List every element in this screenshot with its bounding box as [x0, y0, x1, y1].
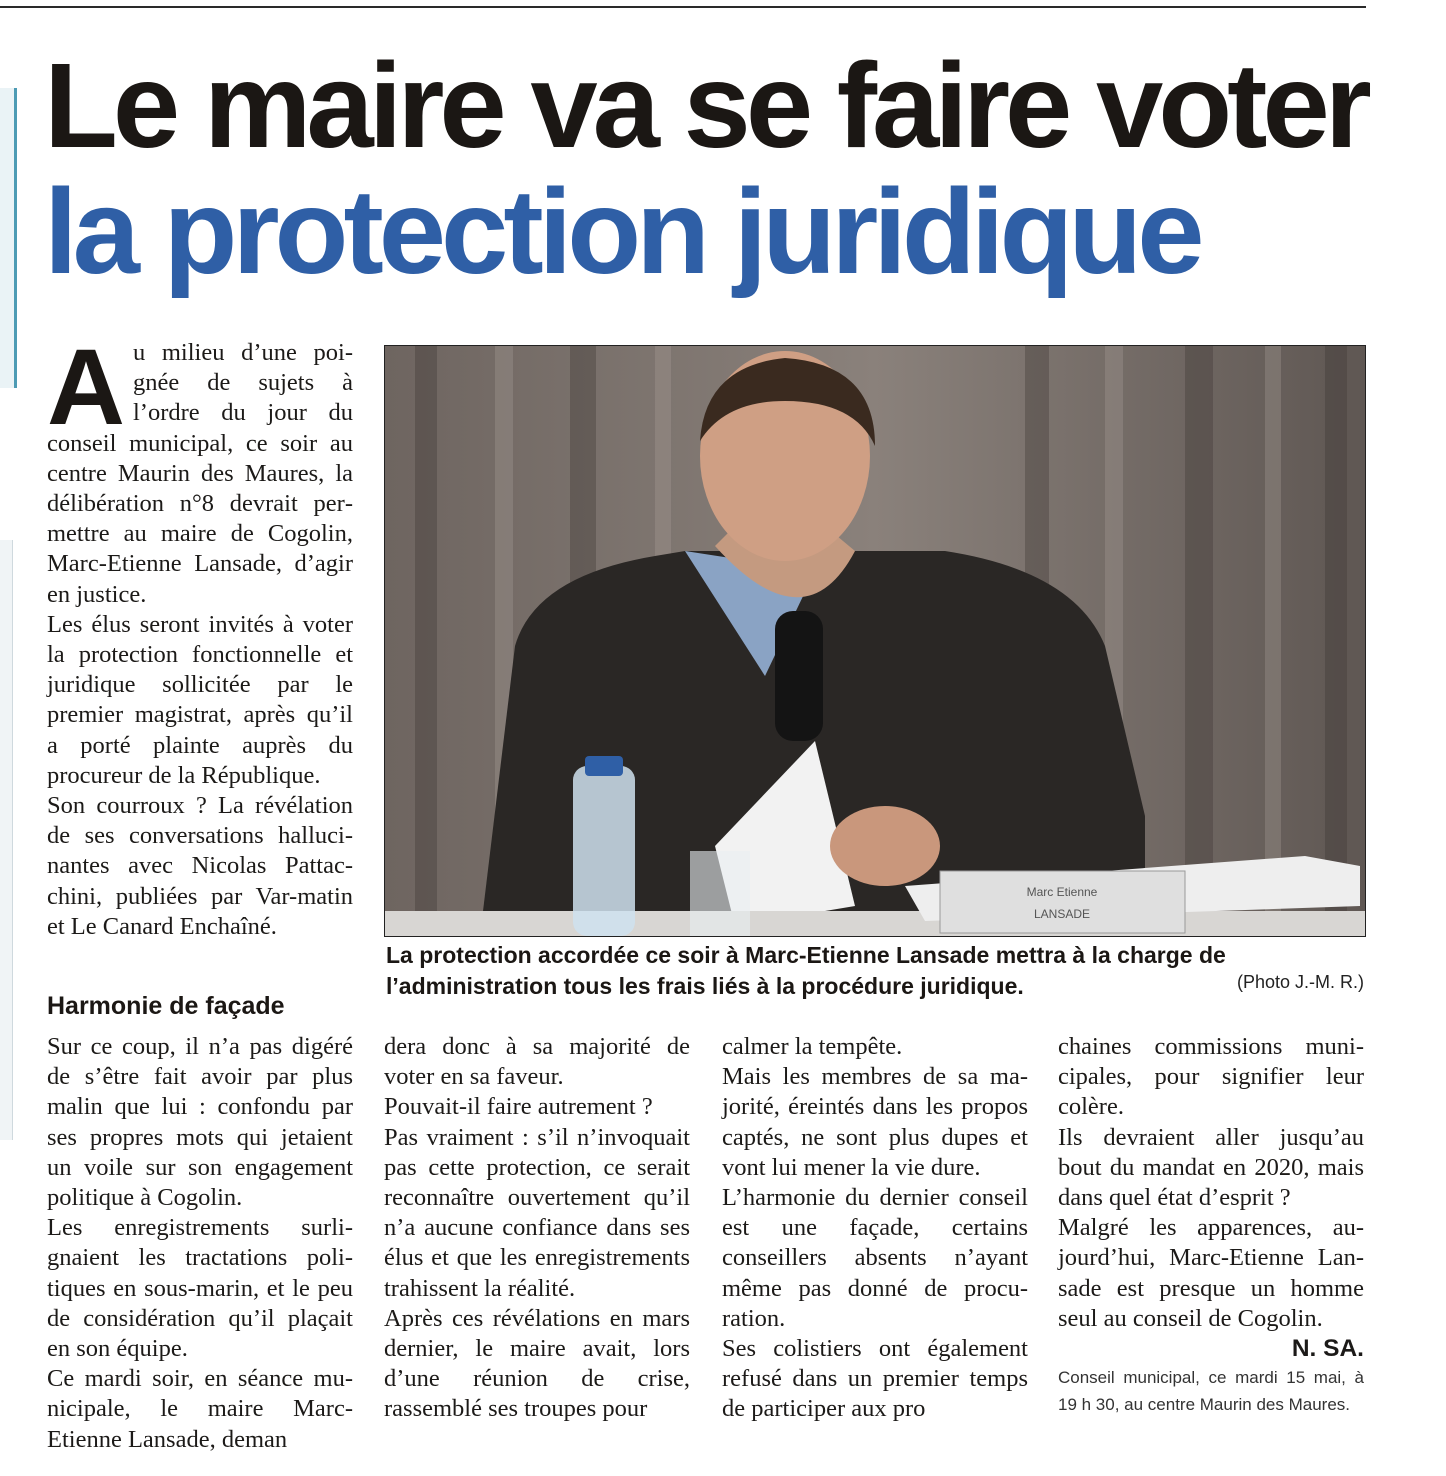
table: [385, 911, 1365, 936]
adjacent-article-edge: [0, 88, 17, 388]
water-bottle: [573, 766, 635, 936]
bottle-cap: [585, 756, 623, 776]
adjacent-article-edge-lower: [0, 540, 13, 1140]
body-column-1: [47, 1032, 353, 1455]
paragraph: Pouvait-il faire autrement ?: [384, 1093, 653, 1121]
author-signature: N. SA.: [1291, 1335, 1364, 1363]
paragraph: Mais les membres de sa majorité, éreintés dans les propos captés, ne sont plus dupes et vont lui mener la vie dure.: [722, 1063, 1028, 1181]
paragraph: Les enregistrements surlignaient les tractations politiques en sous-marin, et le peu de considération qu’il plaçait en son équipe.: [47, 1214, 353, 1363]
body-column-4: [1058, 1032, 1364, 1418]
photo-caption: La protection accordée ce soir à Marc-Etienne Lansade mettra à la charge de l’administration tous les frais liés à la procédure juridique.: [386, 942, 1226, 999]
paragraph: Ses colistiers ont également refusé dans un premier temps de participer aux pro: [722, 1335, 1028, 1423]
headline-line-2: la protection juridique: [44, 163, 1200, 299]
article-photo: [384, 345, 1366, 937]
paragraph: L’harmonie du dernier conseil est une façade, certains conseillers absents n’ayant même pas donné de procuration.: [722, 1184, 1028, 1332]
lead-paragraph-3: Son courroux ? La révélation de ses conversations hallucinantes avec Nicolas Pattacchini, publiées par Var-matin et Le Canard Enchaîné.: [47, 792, 353, 940]
hand: [830, 806, 940, 886]
paragraph: Après ces révélations en mars dernier, le maire avait, lors d’une réunion de crise, rassemblé ses troupes pour: [384, 1304, 690, 1423]
paragraph: Ce mardi soir, en séance municipale, le maire Marc-Etienne Lansade, deman: [47, 1365, 353, 1453]
glass: [690, 851, 750, 936]
paragraph: Sur ce coup, il n’a pas digéré de s’être fait avoir par plus malin que lui : confondu par ses propres mots qui jetaient un voile sur son engagement politique à Cogolin.: [47, 1033, 353, 1212]
paragraph: Pas vraiment : s’il n’invoquait pas cette protection, ce serait reconnaître ouvertement qu’il n’a aucune confiance dans ses élus et que les enregistrements trahissent la réalité.: [384, 1123, 690, 1302]
microphone: [775, 611, 823, 741]
paragraph: dera donc à sa majorité de voter en sa faveur.: [384, 1033, 690, 1091]
headline-line-1: Le maire va se faire voter: [44, 37, 1367, 173]
event-info: Conseil municipal, ce mardi 15 mai, à 19 h 30, au centre Maurin des Maures.: [1058, 1368, 1364, 1415]
top-rule: [0, 6, 1366, 8]
lead-paragraph-2: Les élus seront invités à voter la protection fonctionnelle et juridique sollicitée par le premier magistrat, après qu’il a porté plainte auprès du procureur de la République.: [47, 610, 353, 789]
nameplate-line-2: LANSADE: [1033, 907, 1091, 921]
photo-credit: (Photo J.-M. R.): [1236, 972, 1364, 992]
body-column-3: [722, 1032, 1028, 1425]
subheading: Harmonie de façade: [47, 992, 285, 1020]
lead-paragraph-1: u milieu d’une poignée de sujets à l’ordre du jour du conseil municipal, ce soir au centre Maurin des Maures, la délibération n°8 devrait permettre au maire de Cogolin, Marc-Etienne Lansade, d’agir en justice.: [47, 339, 353, 608]
paragraph: chaines commissions municipales, pour signifier leur colère.: [1058, 1033, 1364, 1121]
lead-column: [47, 326, 353, 942]
nameplate: [940, 871, 1185, 933]
drop-cap: A: [47, 326, 125, 447]
paragraph: Ils devraient aller jusqu’au bout du mandat en 2020, mais dans quel état d’esprit ?: [1058, 1123, 1364, 1212]
paragraph: calmer la tempête.: [722, 1033, 903, 1060]
nameplate-line-1: Marc Etienne: [1026, 885, 1098, 899]
body-column-2: [384, 1032, 690, 1425]
headline: [44, 37, 1374, 299]
paragraph: Malgré les apparences, aujourd’hui, Marc-Etienne Lansade est presque un homme seul au conseil de Cogolin.: [1058, 1214, 1364, 1332]
